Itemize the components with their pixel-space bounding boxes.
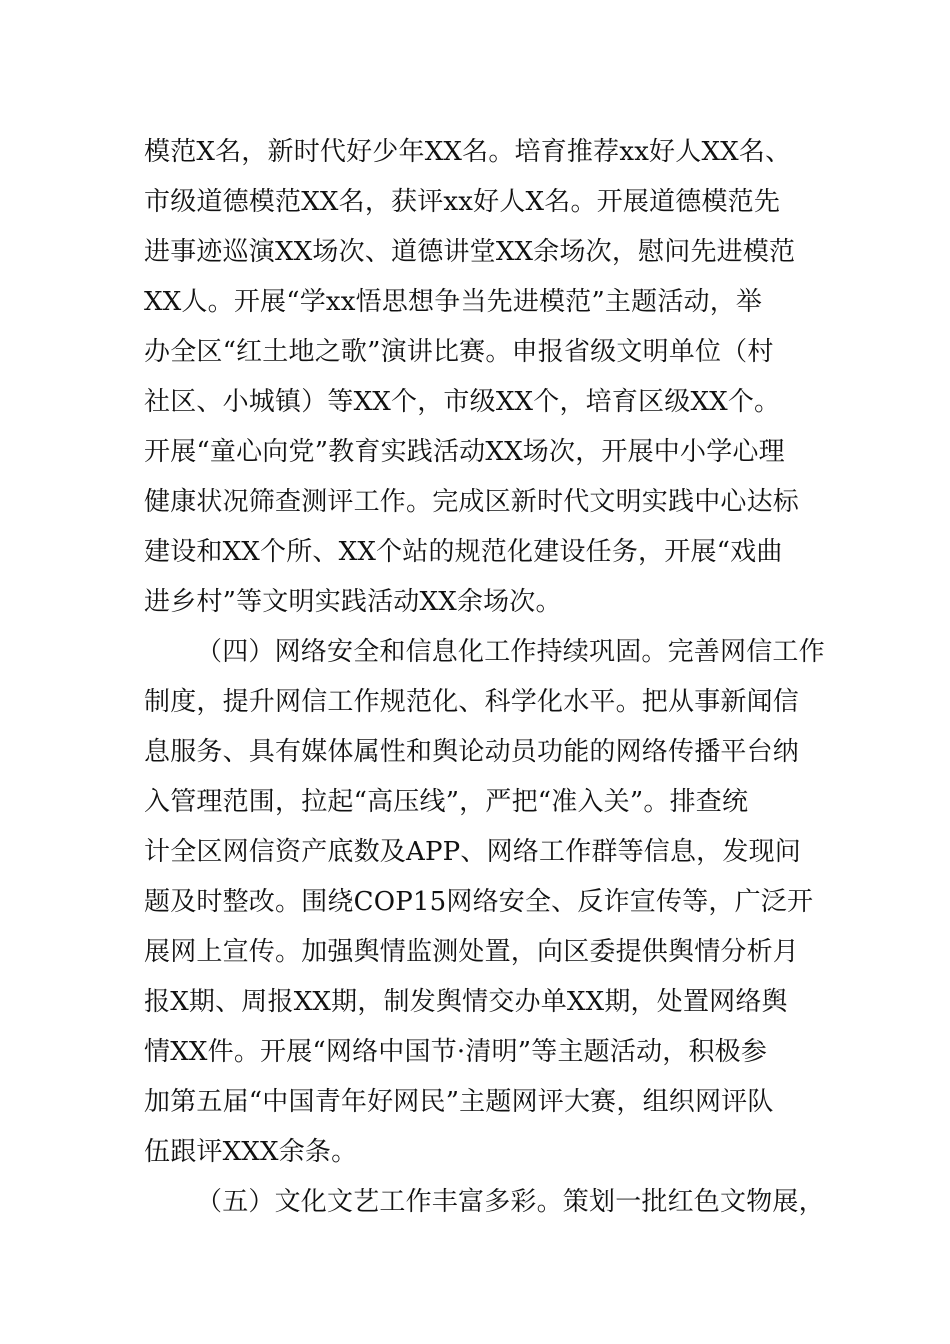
text-line: 息服务、具有媒体属性和舆论动员功能的网络传播平台纳 [144, 737, 800, 767]
text-line: 展网上宣传。加强舆情监测处置，向区委提供舆情分析月 [144, 937, 800, 967]
text-line: 建设和XX个所、XX个站的规范化建设任务，开展“戏曲 [144, 537, 783, 567]
paragraph-continued [144, 127, 834, 1227]
text-line: 办全区“红土地之歌”演讲比赛。申报省级文明单位（村 [144, 337, 774, 367]
text-line: 制度，提升网信工作规范化、科学化水平。把从事新闻信 [144, 687, 800, 717]
text-line: 题及时整改。围绕COP15网络安全、反诈宣传等，广泛开 [144, 887, 814, 917]
text-line: 加第五届“中国青年好网民”主题网评大赛，组织网评队 [144, 1087, 774, 1117]
text-line: 社区、小城镇）等XX个，市级XX个，培育区级XX个。 [144, 387, 781, 417]
section-heading-line: （四）网络安全和信息化工作持续巩固。完善网信工作 [196, 637, 825, 667]
text-line: 计全区网信资产底数及APP、网络工作群等信息，发现问 [144, 837, 801, 867]
text-line: 伍跟评XXX余条。 [144, 1137, 358, 1167]
text-line: 进事迹巡演XX场次、道德讲堂XX余场次，慰问先进模范 [144, 237, 796, 267]
text-line: 模范X名，新时代好少年XX名。培育推荐xx好人XX名、 [144, 137, 792, 167]
section-heading-line: （五）文化文艺工作丰富多彩。策划一批红色文物展， [196, 1187, 825, 1217]
text-line: XX人。开展“学xx悟思想争当先进模范”主题活动，举 [144, 287, 763, 317]
text-line: 报X期、周报XX期，制发舆情交办单XX期，处置网络舆 [144, 987, 788, 1017]
text-line: 情XX件。开展“网络中国节·清明”等主题活动，积极参 [144, 1037, 768, 1067]
text-line: 入管理范围，拉起“高压线”，严把“准入关”。排查统 [144, 787, 749, 817]
text-line: 健康状况筛查测评工作。完成区新时代文明实践中心达标 [144, 487, 800, 517]
text-line: 开展“童心向党”教育实践活动XX场次，开展中小学心理 [144, 437, 785, 467]
text-line: 市级道德模范XX名，获评xx好人X名。开展道德模范先 [144, 187, 781, 217]
text-line: 进乡村”等文明实践活动XX余场次。 [144, 587, 562, 617]
